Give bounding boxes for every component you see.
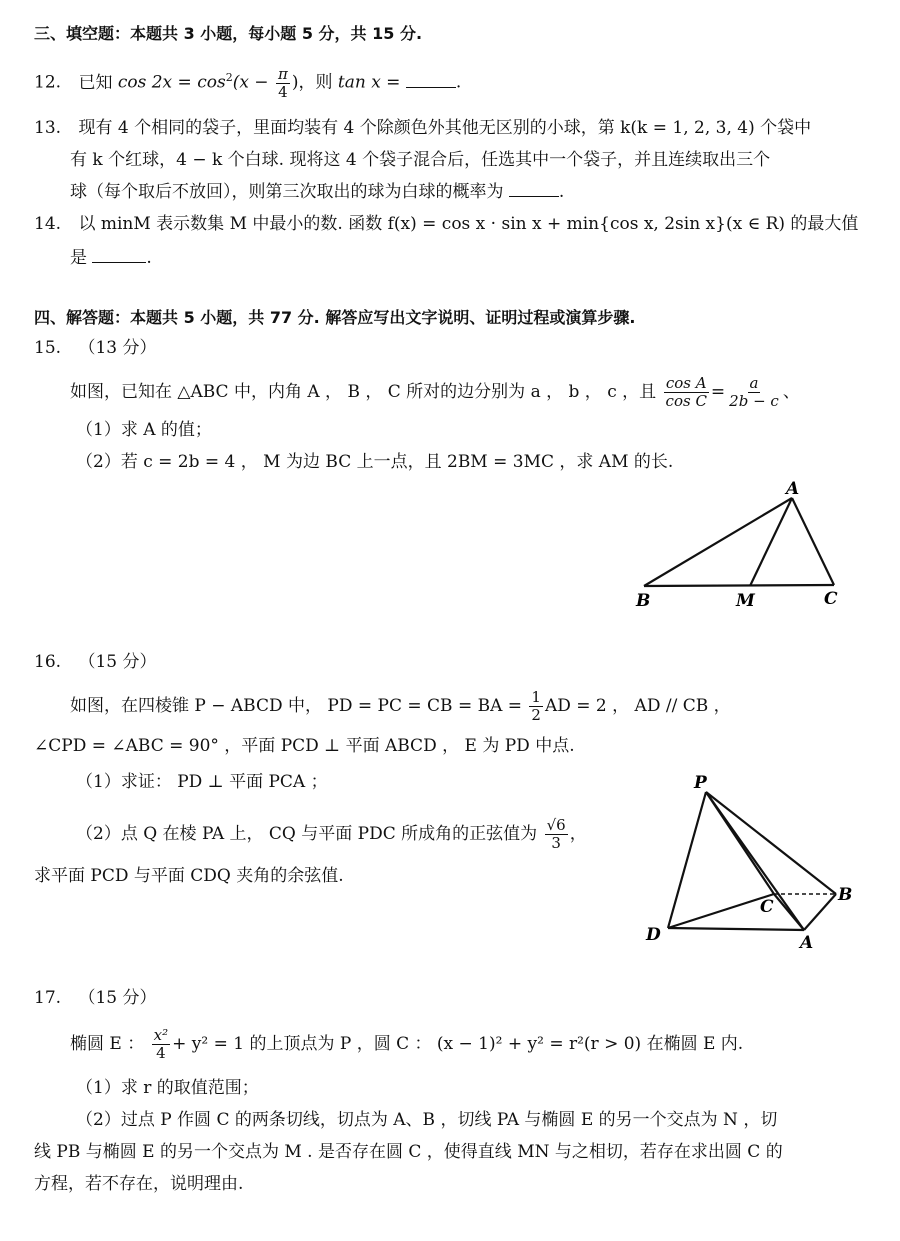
- question-12-end: .: [455, 72, 462, 93]
- question-12-frac-num: π: [277, 64, 288, 83]
- question-16-stem-line2: ∠CPD = ∠ABC = 90° ，平面 PCD ⊥ 平面 ABCD ， E 为 PD 中点.: [34, 736, 575, 756]
- question-15-frac2-num: a: [749, 374, 759, 392]
- question-12-expr-left: cos 2x = cos: [117, 72, 226, 93]
- fig16-edge-pb: [706, 792, 836, 894]
- question-13-answer-blank[interactable]: [509, 182, 559, 197]
- fig16-edge-da: [668, 928, 804, 930]
- question-17-frac-den: 4: [156, 1044, 166, 1062]
- question-16-stem1-post: AD = 2 ， AD // CB ，: [544, 696, 731, 716]
- question-16-stem-line1: [70, 690, 731, 723]
- question-16-stem1-pre: 如图，在四棱锥 P − ABCD 中， PD = PC = CB = BA =: [70, 696, 523, 716]
- question-16-fraction-sqrt6: [545, 818, 568, 851]
- fig15-label-a: A: [786, 479, 800, 499]
- question-17-frac-num: x²: [153, 1026, 169, 1044]
- question-17-stem-pre: 椭圆 E ：: [70, 1034, 145, 1054]
- question-13-number: 13.: [34, 118, 62, 138]
- question-15-number: 15.: [34, 338, 62, 358]
- fig16-edge-pc: [706, 792, 774, 894]
- question-17-score: （15 分）: [78, 988, 157, 1008]
- question-17-part2-line2: 线 PB 与椭圆 E 的另一个交点为 M . 是否存在圆 C ，使得直线 MN 与之相切，若存在求出圆 C 的: [34, 1142, 783, 1162]
- question-16-part2-line2: 求平面 PCD 与平面 CDQ 夹角的余弦值.: [34, 866, 344, 886]
- question-16-frac-num: 1: [531, 688, 541, 706]
- question-13-text-1: 现有 4 个相同的袋子，里面均装有 4 个除颜色外其他无区别的小球，第 k(k = 1, 2, 3, 4) 个袋中: [78, 118, 812, 138]
- question-15-triangle-figure: [620, 470, 860, 610]
- fig16-edge-ca: [774, 894, 804, 930]
- question-13-line1: [34, 116, 811, 140]
- fig16-label-b: B: [838, 885, 853, 905]
- fig15-label-c: C: [824, 589, 838, 609]
- fig15-side-bc: [644, 585, 834, 586]
- question-12-pre: 已知: [78, 72, 113, 93]
- question-17-number: 17.: [34, 988, 62, 1008]
- question-17-part1: （1）求 r 的取值范围；: [76, 1078, 259, 1098]
- question-16-frac-den: 2: [531, 706, 541, 724]
- question-15-part1: （1）求 A 的值；: [76, 420, 212, 440]
- question-16-score: （15 分）: [78, 652, 157, 672]
- question-12-expr-right: tan x =: [337, 72, 401, 93]
- question-17-part2-line1: （2）过点 P 作圆 C 的两条切线，切点为 A、B ，切线 PA 与椭圆 E 的另一个交点为 N ，切: [76, 1110, 778, 1130]
- fig16-label-d: D: [646, 925, 661, 945]
- question-16-part2-frac-den: 3: [551, 834, 561, 852]
- fig16-edge-dc: [668, 894, 774, 928]
- question-12-paren-open: (x −: [232, 72, 269, 93]
- question-15-score: （13 分）: [78, 338, 157, 358]
- question-14-line2: [70, 246, 152, 270]
- question-17-part2-line3: 方程，若不存在，说明理由.: [34, 1174, 244, 1194]
- question-16-fraction-half: [529, 690, 543, 723]
- question-12-mid: ，则: [298, 72, 333, 93]
- question-12-fraction: [276, 64, 290, 101]
- fig16-edge-ab: [804, 894, 836, 930]
- question-13-text-3: 球（每个取后不放回），则第三次取出的球为白球的概率为: [70, 182, 504, 202]
- question-15-frac1-num: cos A: [665, 374, 707, 392]
- question-13-end: .: [558, 182, 565, 202]
- question-17-fraction: [152, 1028, 170, 1061]
- question-15-frac2-den: 2b − c: [729, 392, 779, 410]
- question-17-stem-post: + y² = 1 的上顶点为 P ，圆 C ： (x − 1)² + y² = r²(r > 0) 在椭圆 E 内.: [172, 1034, 744, 1054]
- question-14-text-1: 以 minM 表示数集 M 中最小的数. 函数 f(x) = cos x · sin x + min{cos x, 2sin x}(x ∈ R) 的最大值: [78, 214, 859, 234]
- fig15-label-b: B: [636, 591, 651, 610]
- question-15-stem-text: 如图，已知在 △ABC 中，内角 A ， B ， C 所对的边分别为 a ， b ， c ，且: [70, 382, 657, 402]
- question-15-frac1-den: cos C: [665, 392, 707, 410]
- question-12: [34, 66, 461, 100]
- question-14-number: 14.: [34, 214, 62, 234]
- question-15-stem-end: 、: [782, 382, 800, 402]
- question-16-part2: [76, 818, 587, 851]
- question-15-fraction-2: [727, 376, 781, 409]
- question-16-part2-pre: （2）点 Q 在棱 PA 上， CQ 与平面 PDC 所成角的正弦值为: [76, 824, 538, 844]
- question-17-heading: [34, 986, 157, 1010]
- question-16-part1: （1）求证： PD ⊥ 平面 PCA ；: [76, 772, 328, 792]
- question-12-answer-blank[interactable]: [406, 73, 456, 88]
- question-12-paren-close: ): [291, 72, 299, 93]
- question-13-line2: 有 k 个红球，4 − k 个白球. 现将这 4 个袋子混合后，任选其中一个袋子，并且连续取出三个: [70, 150, 771, 170]
- question-14-end: .: [146, 248, 152, 268]
- fig16-label-p: P: [694, 773, 707, 793]
- section4-header: 四、解答题：本题共 5 小题，共 77 分. 解答应写出文字说明、证明过程或演算步骤.: [34, 308, 636, 327]
- fig15-label-m: M: [736, 591, 755, 610]
- question-13-line3: [70, 180, 564, 204]
- question-14-answer-blank[interactable]: [92, 248, 146, 263]
- question-15-stem: [70, 376, 800, 409]
- fig15-side-ac: [792, 498, 834, 585]
- question-15-fraction-1: [664, 376, 709, 409]
- question-16-pyramid-figure: [640, 770, 870, 955]
- question-14-line1: [34, 212, 858, 236]
- question-14-text-2: 是: [70, 248, 87, 268]
- question-17-stem: [70, 1028, 743, 1061]
- question-16-number: 16.: [34, 652, 62, 672]
- question-12-sup: 2: [225, 71, 233, 84]
- question-16-heading: [34, 650, 157, 674]
- question-16-part2-post: ，: [569, 824, 587, 844]
- question-15-part2: （2）若 c = 2b = 4 ， M 为边 BC 上一点，且 2BM = 3MC ，求 AM 的长.: [76, 452, 674, 472]
- section3-header: 三、填空题：本题共 3 小题，每小题 5 分，共 15 分.: [34, 24, 423, 43]
- question-16-part2-frac-num: √6: [546, 816, 566, 834]
- fig16-edge-pd: [668, 792, 706, 928]
- question-15-heading: [34, 336, 157, 360]
- fig16-label-a: A: [800, 933, 814, 953]
- question-15-eq: =: [710, 382, 726, 402]
- fig16-label-c: C: [760, 897, 774, 917]
- question-12-frac-den: 4: [278, 82, 288, 101]
- question-12-number: 12.: [34, 72, 62, 93]
